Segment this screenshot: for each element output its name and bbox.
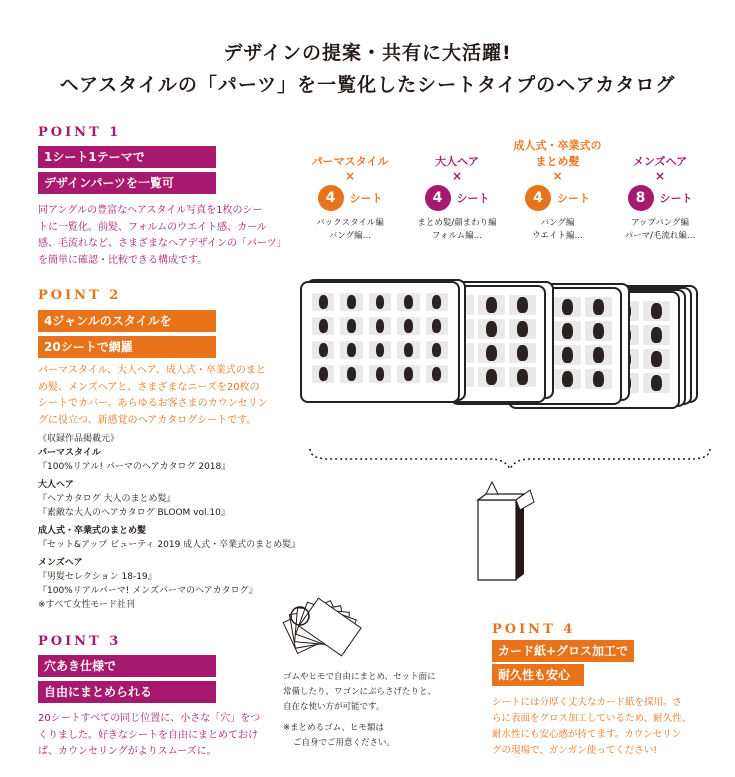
- point3-label: POINT 3: [38, 634, 122, 649]
- point1-bar1: 1シート1テーマで: [38, 146, 216, 168]
- category-mens: メンズヘア × 8 シート アップバング編 パーマ/毛流れ編…: [605, 140, 715, 243]
- point2-body: パーマスタイル、大人ヘア、成人式・卒業式のまと め髪、メンズヘアと、さまざまなニーズを20枚の シートでカバー。あらゆるお客さまのカウンセリン グに役立つ、新感覚のヘアカタログシートです。: [38, 365, 268, 426]
- point4-label: POINT 4: [492, 622, 576, 637]
- category-adult: 大人ヘア × 4 シート まとめ髪/顔まわり編 フォルム編…: [402, 140, 512, 243]
- categories-row: [300, 140, 720, 260]
- count-badge: 4: [425, 185, 451, 211]
- point3-bar1: 穴あき仕様で: [38, 655, 216, 677]
- headline-line1: デザインの提案・共有に大活躍!: [223, 42, 512, 64]
- cross-mark: ×: [344, 169, 356, 183]
- point4-bar1: カード紙+グロス加工で: [492, 640, 634, 662]
- category-perm: パーマスタイル × 4 シート バックスタイル編 バング編…: [300, 140, 400, 243]
- point3-bar2: 自由にまとめられる: [38, 681, 216, 703]
- point1-label: POINT 1: [38, 125, 122, 140]
- point1-body: 同アングルの豊富なヘアスタイル写真を1枚のシー トに一覧化。前髪、フォルムのウエイト感、カール 感、毛流れなど、さまざまなヘアデザインの「パーツ」 を簡単に確認・比較できる構成です。: [38, 205, 287, 266]
- cross-mark: ×: [552, 169, 563, 183]
- cross-mark: ×: [451, 169, 463, 183]
- sheet-stacks-illustration: [298, 275, 718, 425]
- headline-line2: ヘアスタイルの「パーツ」を一覧化したシートタイプのヘアカタログ: [59, 74, 676, 96]
- point3-body: 20シートすべての同じ位置に、小さな「穴」をつ くりました。好きなシートを自由にまとめておけ ば、カウンセリングがよりスムーズに。: [38, 713, 261, 757]
- point2-label: POINT 2: [38, 288, 122, 303]
- point2-bar1: 4ジャンルのスタイルを: [38, 310, 216, 332]
- dotted-brace: [300, 445, 720, 475]
- point2-sources: 《収録作品掲載元》 パーマスタイル 『100%リアル! パーマのヘアカタログ 2018』 大人ヘア 『ヘアカタログ 大人のまとめ髪』 『素敵な大人のヘアカタログ BLOOM vol.10』 成人式・卒業式のまとめ髪 『セット&アップ ビューティ 2019 成人式・卒業式のまとめ髪』 メンズヘア 『男髪セレクション 18-19』 『100%リアルパーマ! メンズパーマのヘアカタログ』 ※すべて女性モード社刊: [38, 434, 301, 610]
- point2-bar2: 20シートで網羅: [38, 336, 216, 358]
- storage-box-illustration: [470, 480, 540, 585]
- count-badge: 8: [628, 185, 654, 211]
- count-badge: 4: [525, 185, 551, 211]
- point4-body: シートには分厚く丈夫なカード紙を採用。さ らに表面をグロス加工しているため、耐久性、 耐水性にも安心感が持てます。カウンセリン グの現場で、ガンガン使ってください!: [492, 697, 692, 756]
- ring-cards-illustration: [278, 580, 378, 660]
- cross-mark: ×: [654, 169, 666, 183]
- point1-bar2: デザインパーツを一覧可: [38, 172, 216, 194]
- point4-bar2: 耐久性も安心: [492, 664, 584, 686]
- photo-grid: [312, 293, 448, 383]
- category-ceremony: 成人式・卒業式の まとめ髪 × 4 シート バング編 ウエイト編…: [505, 137, 610, 243]
- sheet-front-perm: [300, 281, 460, 403]
- count-badge: 4: [318, 185, 344, 211]
- ring-usage-note: ゴムやヒモで自由にまとめ、セット面に 常備したり、ワゴンにぶらさげたりと、 自在な使い方が可能です。 ※まとめるゴム、ヒモ類は ご自身でご用意ください。: [283, 672, 437, 748]
